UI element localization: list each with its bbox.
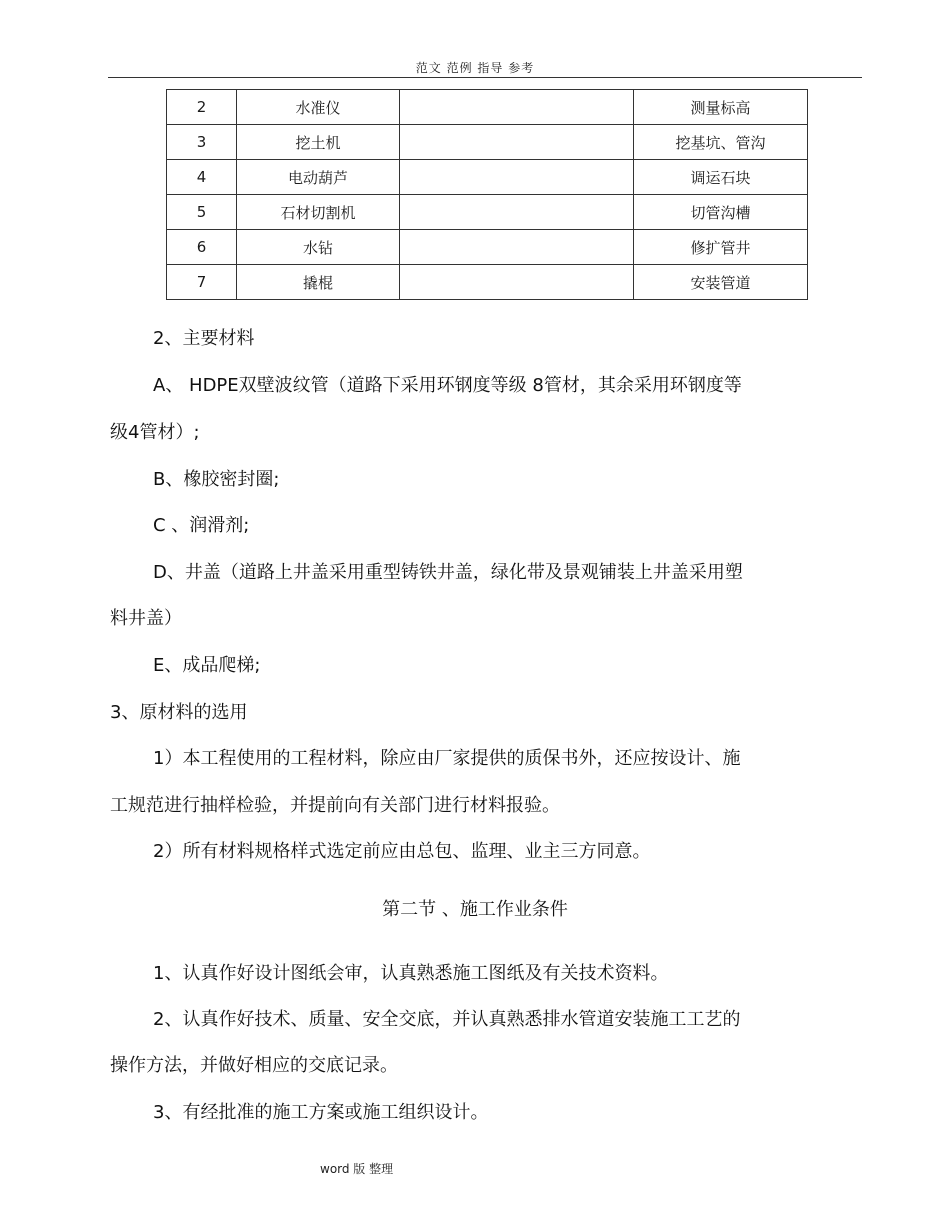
condition-2-line2: 操作方法，并做好相应的交底记录。 [110, 1055, 398, 1076]
row-number-cell: 3 [167, 125, 237, 160]
table-row [167, 195, 808, 230]
page-header: 范文 范例 指导 参考 [415, 61, 535, 75]
equipment-spec-cell [400, 125, 634, 160]
equipment-name-cell: 水钻 [237, 230, 400, 265]
header-rule [108, 77, 862, 78]
section-title: 第二节 、施工作业条件 [382, 899, 568, 920]
item-c: C 、润滑剂; [153, 515, 250, 536]
selection-1-line2: 工规范进行抽样检验，并提前向有关部门进行材料报验。 [110, 795, 560, 816]
equipment-name-cell: 挖土机 [237, 125, 400, 160]
row-number-cell: 5 [167, 195, 237, 230]
table-row [167, 265, 808, 300]
equipment-spec-cell [400, 90, 634, 125]
item-a-line1: A、 HDPE双壁波纹管（道路下采用环钢度等级 8管材，其余采用环钢度等 [153, 375, 742, 396]
equipment-spec-cell [400, 230, 634, 265]
selection-heading: 3、原材料的选用 [110, 702, 248, 723]
page-footer: word 版 整理 [320, 1162, 394, 1176]
item-e: E、成品爬梯; [153, 655, 261, 676]
equipment-table-body [167, 90, 808, 300]
condition-1: 1、认真作好设计图纸会审，认真熟悉施工图纸及有关技术资料。 [153, 963, 669, 984]
equipment-spec-cell [400, 265, 634, 300]
condition-3: 3、有经批准的施工方案或施工组织设计。 [153, 1102, 489, 1123]
equipment-spec-cell [400, 160, 634, 195]
equipment-use-cell: 安装管道 [634, 265, 808, 300]
table-row [167, 160, 808, 195]
row-number-cell: 2 [167, 90, 237, 125]
selection-2: 2）所有材料规格样式选定前应由总包、监理、业主三方同意。 [153, 841, 651, 862]
equipment-table [166, 89, 808, 300]
item-b: B、橡胶密封圈; [153, 469, 280, 490]
equipment-use-cell: 测量标高 [634, 90, 808, 125]
table-row [167, 230, 808, 265]
row-number-cell: 7 [167, 265, 237, 300]
equipment-spec-cell [400, 195, 634, 230]
equipment-use-cell: 调运石块 [634, 160, 808, 195]
equipment-name-cell: 撬棍 [237, 265, 400, 300]
table-row [167, 125, 808, 160]
equipment-name-cell: 电动葫芦 [237, 160, 400, 195]
row-number-cell: 6 [167, 230, 237, 265]
materials-heading: 2、主要材料 [153, 328, 255, 349]
condition-2-line1: 2、认真作好技术、质量、安全交底，并认真熟悉排水管道安装施工工艺的 [153, 1009, 741, 1030]
equipment-use-cell: 修扩管井 [634, 230, 808, 265]
table-row [167, 90, 808, 125]
equipment-use-cell: 挖基坑、管沟 [634, 125, 808, 160]
row-number-cell: 4 [167, 160, 237, 195]
equipment-name-cell: 石材切割机 [237, 195, 400, 230]
equipment-name-cell: 水准仪 [237, 90, 400, 125]
item-d-line1: D、井盖（道路上井盖采用重型铸铁井盖，绿化带及景观铺装上井盖采用塑 [153, 562, 743, 583]
equipment-use-cell: 切管沟槽 [634, 195, 808, 230]
item-a-line2: 级4管材）; [110, 422, 200, 443]
item-d-line2: 料井盖） [110, 608, 182, 629]
selection-1-line1: 1）本工程使用的工程材料，除应由厂家提供的质保书外，还应按设计、施 [153, 748, 741, 769]
